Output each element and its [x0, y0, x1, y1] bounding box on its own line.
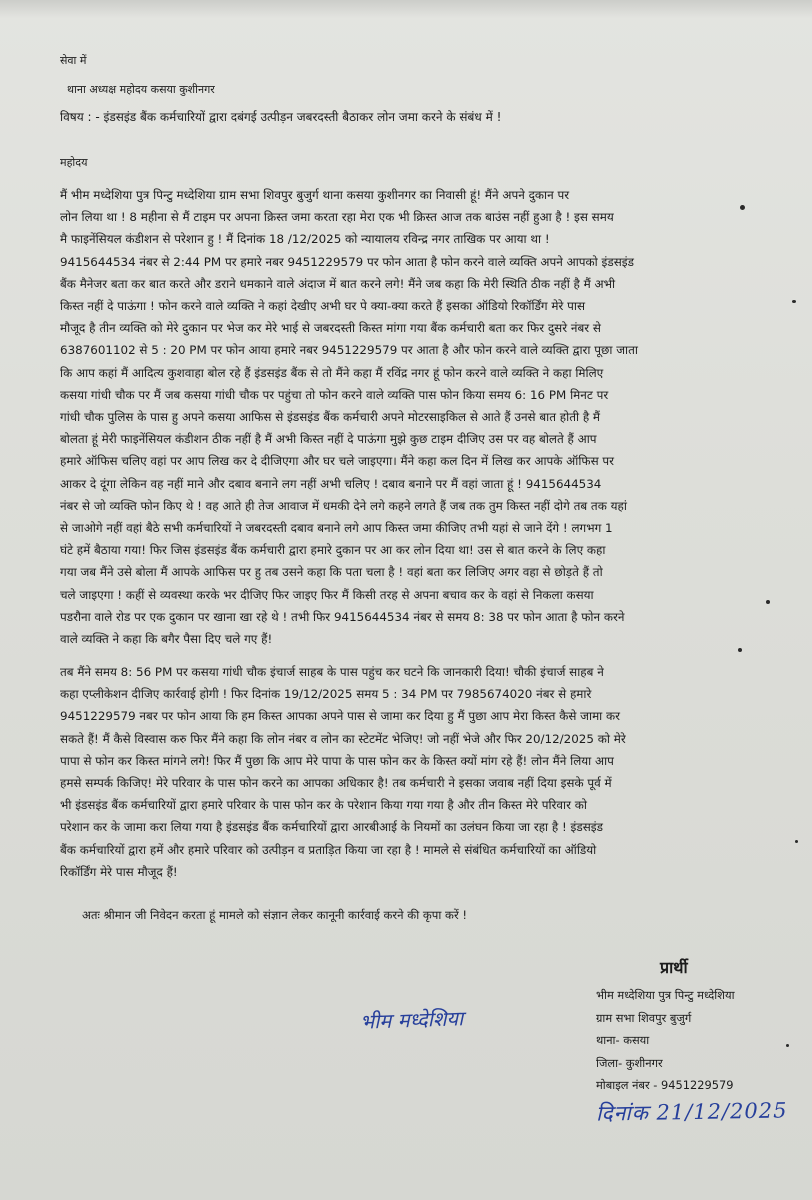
paragraph-line: गांधी चौक पुलिस के पास हु अपने कसया आफिस से इंडसइंड बैंक कर्मचारी अपने मोटरसाइकिल से आते हैं उनसे बात होती है मैं	[60, 410, 601, 425]
paragraph-line: किस्त नहीं दे पाऊंगा ! फोन करने वाले व्यक्ति ने कहां देखीए अभी घर पे क्या-क्या करते हैं इसका ऑडियो रिकॉर्डिंग मेरे पास	[60, 299, 586, 314]
paper-speck	[738, 648, 742, 652]
paper-speck	[786, 1044, 789, 1047]
paragraph-line: कसया गांधी चौक पर मैं जब कसया गांधी चौक पर पहुंचा तो फोन करने वाले व्यक्ति पास फोन किया समय 6: 16 PM मिनट पर	[60, 387, 609, 402]
paragraph-line: बोलता हूं मेरी फाइनेंसियल कंडीशन ठीक नहीं है मैं अभी किस्त नहीं दे पाऊंगा मुझे कुछ टाइम दीजिए उस पर वह बोलते हैं आप	[60, 432, 597, 447]
paragraph-line: मै फाइनेंसियल कंडीशन से परेशान हु ! मैं दिनांक 18 /12/2025 को न्यायालय रविन्द्र नगर ताखिक पर आया था !	[60, 232, 550, 247]
handwritten-date: दिनांक 21/12/2025	[595, 1098, 788, 1126]
paragraph-line: बैंक कर्मचारियों द्वारा हमें और हमारे परिवार को उत्पीड़न व प्रताड़ित किया जा रहा है ! मामले से संबंधित कर्मचारियों का ऑडियो	[60, 842, 597, 857]
paragraph-line: तब मैंने समय 8: 56 PM पर कसया गांधी चौक इंचार्ज साहब के पास पहुंच कर घटने कि जानकारी दिया! चौकी इंचार्ज साहब ने	[60, 665, 604, 679]
paper-speck	[792, 300, 796, 303]
signature-line: मोबाइल नंबर - 9451229579	[596, 1078, 734, 1092]
recipient: थाना अध्यक्ष महोदय कसया कुशीनगर	[67, 83, 215, 96]
paragraph-line: 9451229579 नबर पर फोन आया कि हम किस्त आपका अपने पास से जामा कर दिया हु मैं पुछा आप मेरा किस्त कैसे जामा कर	[60, 709, 621, 724]
signature-line: थाना- कसया	[596, 1033, 650, 1047]
paragraph-line: भी इंडसइंड बैंक कर्मचारियों द्वारा हमारे परिवार के पास फोन कर के परेशान किया गया गया है और तीन किस्त मेरे परिवार को	[60, 798, 587, 813]
signature-line: ग्राम सभा शिवपुर बुजुर्ग	[596, 1010, 692, 1025]
paragraph-line: आकर दे दूंगा लेकिन वह नहीं माने और दबाव बनाने लग नहीं अभी चलिए ! दबाव बनाने पर मैं वहां जाता हूं ! 9415644534	[60, 476, 602, 491]
signature-line: भीम मध्देशिया पुत्र पिन्टु मध्देशिया	[596, 988, 735, 1002]
greeting: महोदय	[60, 156, 88, 169]
paragraph-line: गया जब मैंने उसे बोला मैं आपके आफिस पर हु तब उसने कहा कि पता चला है ! वहां बता कर लिजिए अगर वहा से छोड़ते हैं तो	[60, 565, 603, 580]
paragraph-line: हमसे सम्पर्क किजिए! मेरे परिवार के पास फोन करने का आपका अधिकार है! तब कर्मचारी ने इसका जवाब नहीं दिया इसके पूर्व में	[60, 776, 612, 791]
paragraph-line: लोन लिया था ! 8 महीना से मैं टाइम पर अपना क्रिस्त जमा करता रहा मेरा एक भी क्रिस्त आज तक बाउंस नहीं हुआ है ! इस समय	[60, 210, 614, 225]
paragraph-line: 6387601102 से 5 : 20 PM पर फोन आया हमारे नबर 9451229579 पर आता है और फोन करने वाले व्यक्ति द्वारा पूछा जाता	[60, 343, 638, 358]
page-shadow	[0, 0, 812, 18]
paragraph-line: सकते हैं! मैं कैसे विस्वास करु फिर मैंने कहा कि लोन नंबर व लोन का स्टेटमेंट भेजिए! जो नहीं भेजे और फिर 20/12/2025 को मेरे	[60, 731, 626, 746]
paper-speck	[795, 840, 798, 843]
paragraph-line: 9415644534 नंबर से 2:44 PM पर हमारे नबर 9451229579 पर फोन आता है फोन करने वाले व्यक्ति अपने आपको इंडसइंड	[60, 254, 634, 269]
paragraph-line: नंबर से जो व्यक्ति फोन किए थे ! वह आते ही तेज आवाज में धमकी देने लगे कहने लगते हैं जब तक तुम किस्त नहीं दोगे तब तक यहां	[60, 498, 627, 513]
paragraph-2	[60, 661, 795, 883]
paragraph-line: घंटे हमें बैठाया गया! फिर जिस इंडसइंड बैंक कर्मचारी द्वारा हमारे दुकान पर आ कर लोन दिया था! उस से बात करने के लिए कहा	[60, 543, 606, 558]
paper-speck	[766, 600, 770, 604]
salutation: सेवा में	[60, 54, 87, 67]
paragraph-line: से जाओगे नहीं वहां बैठे सभी कर्मचारियों ने जबरदस्ती दबाव बनाने लगे आप किस्त जमा कीजिए तभी यहां से जाने देंगे ! लगभग 1	[60, 521, 613, 536]
paper-speck	[740, 205, 745, 210]
paragraph-line: परेशान कर के जामा करा लिया गया है इंडसइंड बैंक कर्मचारियों द्वारा आरबीआई के नियमों का उलंघन किया जा रहा है ! इंडसइंड	[60, 820, 603, 835]
paragraph-line: हमारे ऑफिस चलिए वहां पर आप लिख कर दे दीजिएगा और घर चले जाइएगा। मैंने कहा कल दिन में लिख कर आपके ऑफिस पर	[60, 454, 614, 469]
paragraph-1	[60, 184, 795, 650]
paragraph-line: मैं भीम मध्देशिया पुत्र पिन्टु मध्देशिया ग्राम सभा शिवपुर बुजुर्ग थाना कसया कुशीनगर का निवासी हूं! मैंने अपने दुकान पर	[60, 188, 570, 202]
signature-title: प्रार्थी	[660, 958, 688, 977]
paragraph-line: रिकॉर्डिंग मेरे पास मौजूद हैं!	[60, 864, 178, 879]
subject-line: विषय : - इंडसइंड बैंक कर्मचारियों द्वारा दबंगई उत्पीड़न जबरदस्ती बैठाकर लोन जमा करने के संबंध में !	[60, 110, 502, 124]
paragraph-line: बैंक मैनेजर बता कर बात करते और डराने धमकाने वाले अंदाज में बात करने लगे! मैंने जब कहा कि मेरी स्थिति ठीक नहीं है मैं अभी	[60, 276, 616, 291]
paragraph-line: पापा से फोन कर किस्त मांगने लगे! फिर मैं पुछा कि आप मेरे पापा के पास फोन कर के किस्त क्यों मांग रहे हैं! लोन मैंने लिया आप	[60, 753, 614, 768]
paragraph-line: पडरौना वाले रोड पर एक दुकान पर खाना खा रहे थे ! तभी फिर 9415644534 नंबर से समय 8: 38 पर फोन आता है फोन करने	[60, 609, 625, 624]
paragraph-line: मौजूद है तीन व्यक्ति को मेरे दुकान पर भेज कर मेरे भाई से जबरदस्ती किस्त मांगा गया बैंक कर्मचारी बता कर फिर दुसरे नंबर से	[60, 321, 601, 336]
paragraph-line: कहा एप्लीकेशन दीजिए कार्रवाई होगी ! फिर दिनांक 19/12/2025 समय 5 : 34 PM पर 7985674020 नंबर से हमारे	[60, 687, 592, 702]
signature-block	[596, 984, 735, 1097]
signature-line: जिला- कुशीनगर	[596, 1055, 663, 1070]
paragraph-line: वाले व्यक्ति ने कहा कि बगैर पैसा दिए चले गए हैं!	[60, 632, 273, 647]
paragraph-line: कि आप कहां मैं आदित्य कुशवाहा बोल रहे हैं इंडसइंड बैंक से तो मैंने कहा मैं रविंद्र नगर हूं फोन करने वाले व्यक्ति ने कहा मिलिए	[60, 365, 604, 380]
paragraph-line: चले जाइएगा ! कहीं से व्यवस्था करके भर दीजिए फिर जाइए फिर मैं किसी तरह से अपना बचाव कर के वहां से निकला कसया	[60, 587, 594, 602]
handwritten-signature: भीम मध्देशिया	[359, 1006, 464, 1034]
closing-line: अतः श्रीमान जी निवेदन करता हूं मामले को संज्ञान लेकर कानूनी कार्रवाई करने की कृपा करें !	[82, 908, 468, 922]
